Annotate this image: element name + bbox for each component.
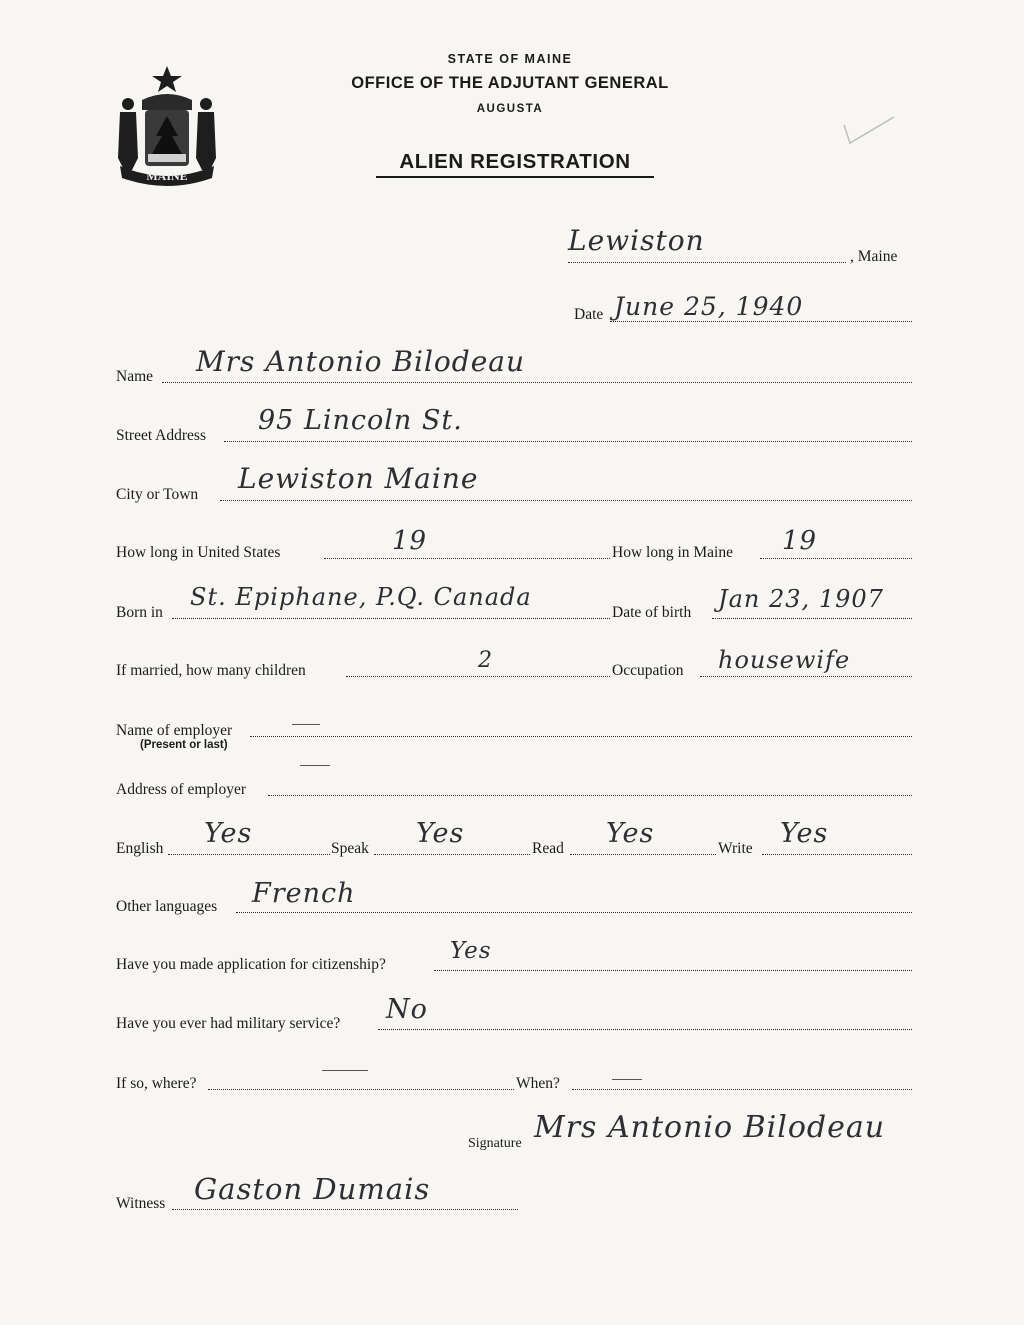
date-label: Date [574, 306, 604, 323]
witness-label: Witness [116, 1195, 166, 1212]
write-value: Yes [780, 818, 829, 849]
witness-line [172, 1209, 518, 1210]
children-label: If married, how many children [116, 662, 306, 679]
born-in-value: St. Epiphane, P.Q. Canada [190, 583, 532, 611]
date-line [610, 321, 912, 322]
where-dash [322, 1070, 368, 1071]
employer-address-label: Address of employer [116, 781, 246, 798]
office-heading: OFFICE OF THE ADJUTANT GENERAL [351, 74, 669, 92]
form-title: ALIEN REGISTRATION [376, 150, 654, 178]
military-label: Have you ever had military service? [116, 1015, 341, 1032]
read-value: Yes [606, 818, 655, 849]
date-of-birth-value: Jan 23, 1907 [718, 585, 884, 613]
speak-line [374, 854, 530, 855]
place-line [568, 262, 846, 263]
name-line [162, 382, 912, 383]
employer-dash [292, 724, 320, 725]
military-value: No [386, 994, 428, 1025]
write-line [762, 854, 912, 855]
how-long-maine-label: How long in Maine [612, 544, 733, 561]
signature-value: Mrs Antonio Bilodeau [534, 1110, 886, 1145]
occupation-line [700, 676, 912, 677]
occupation-value: housewife [718, 646, 851, 674]
other-languages-line [236, 912, 912, 913]
city-heading: AUGUSTA [476, 103, 544, 115]
employer-sublabel: (Present or last) [140, 739, 228, 751]
signature-label: Signature [468, 1136, 522, 1151]
when-line [572, 1089, 912, 1090]
how-long-us-value: 19 [392, 526, 428, 556]
how-long-us-label: How long in United States [116, 544, 281, 561]
city-or-town-value: Lewiston Maine [238, 462, 479, 495]
how-long-maine-value: 19 [782, 526, 818, 556]
how-long-maine-line [760, 558, 912, 559]
date-value: June 25, 1940 [614, 292, 804, 321]
how-long-us-line [324, 558, 610, 559]
english-label: English [116, 840, 164, 857]
date-of-birth-label: Date of birth [612, 604, 692, 621]
employer-line [250, 736, 912, 737]
name-label: Name [116, 368, 154, 385]
maine-state-seal-icon [112, 62, 222, 187]
date-of-birth-line [712, 618, 912, 619]
citizenship-line [434, 970, 912, 971]
write-label: Write [718, 840, 753, 857]
other-languages-value: French [252, 878, 356, 909]
english-line [168, 854, 330, 855]
check-mark-icon [838, 113, 898, 153]
occupation-label: Occupation [612, 662, 684, 679]
children-line [346, 676, 610, 677]
military-line [378, 1029, 912, 1030]
place-suffix: , Maine [850, 248, 898, 265]
place-value: Lewiston [568, 224, 705, 257]
speak-label: Speak [331, 840, 369, 857]
witness-value: Gaston Dumais [194, 1172, 431, 1206]
other-languages-label: Other languages [116, 898, 218, 915]
employer-address-line [268, 795, 912, 796]
when-dash [612, 1079, 642, 1080]
street-address-line [224, 441, 912, 442]
employer-address-dash [300, 765, 330, 766]
citizenship-label: Have you made application for citizenship? [116, 956, 386, 973]
read-line [570, 854, 716, 855]
speak-value: Yes [416, 818, 465, 849]
street-address-value: 95 Lincoln St. [258, 405, 463, 436]
seal-banner-text: MAINE [146, 169, 188, 183]
english-value: Yes [204, 818, 253, 849]
read-label: Read [532, 840, 564, 857]
born-in-label: Born in [116, 604, 163, 621]
employer-label: Name of employer [116, 722, 233, 739]
where-label: If so, where? [116, 1075, 197, 1092]
state-heading: STATE OF MAINE [447, 52, 573, 66]
street-address-label: Street Address [116, 427, 206, 444]
where-line [208, 1089, 514, 1090]
name-value: Mrs Antonio Bilodeau [196, 345, 525, 378]
born-in-line [172, 618, 610, 619]
city-or-town-label: City or Town [116, 486, 199, 503]
citizenship-value: Yes [450, 938, 492, 964]
children-value: 2 [478, 648, 493, 673]
city-or-town-line [220, 500, 912, 501]
when-label: When? [516, 1075, 560, 1092]
